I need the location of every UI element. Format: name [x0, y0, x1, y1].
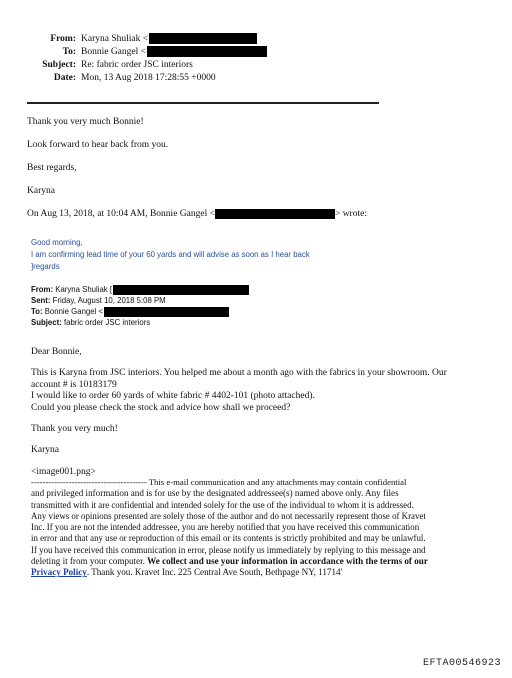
subject-label: Subject:	[42, 60, 76, 70]
from-value: Karyna Shuliak <	[81, 33, 257, 46]
body-line: I would like to order 60 yards of white fabric # 4402-101 (photo attached).	[31, 391, 315, 401]
body-line: This is Karyna from JSC interiors. You helped me about a month ago with the fabrics in your showroom. Our	[31, 368, 447, 378]
date-label: Date:	[53, 73, 76, 83]
forwarded-sent: Sent: Friday, August 10, 2018 5:08 PM	[31, 296, 166, 305]
reply-line: Thank you very much Bonnie!	[27, 117, 144, 127]
greeting: Dear Bonnie,	[31, 347, 82, 357]
privacy-policy-link[interactable]: Privacy Policy	[31, 567, 87, 578]
reply-line: Look forward to hear back from you.	[27, 140, 169, 150]
date-value: Mon, 13 Aug 2018 17:28:55 +0000	[81, 73, 216, 83]
signature: Karyna	[31, 445, 59, 455]
disclaimer-line: in error and that any use or reproduction of this email or its contents is strictly prohibited and may be unlawful.	[31, 533, 426, 544]
forwarded-subject: Subject: fabric order JSC interiors	[31, 318, 151, 327]
header-divider	[27, 102, 379, 104]
disclaimer-line: transmitted with it are confidential and intended solely for the use of the individual to whom it is addressed.	[31, 499, 414, 510]
wrote-line: On Aug 13, 2018, at 10:04 AM, Bonnie Gangel < > wrote:	[27, 209, 367, 219]
redaction-bar	[113, 285, 249, 295]
disclaimer-line: Inc. If you are not the intended addressee, you are hereby notified that you have received this communication	[31, 522, 420, 533]
attachment-placeholder: <image001.png>	[31, 467, 96, 477]
redaction-bar	[215, 209, 335, 219]
redaction-bar	[149, 33, 257, 44]
disclaimer-line: ---------------------------------------- This e-mail communication and any attachments may contain confidential	[31, 477, 407, 487]
forwarded-from: From: Karyna Shuliak [	[31, 285, 249, 296]
to-label: To:	[62, 47, 76, 57]
disclaimer	[31, 477, 491, 579]
disclaimer-line: and privileged information and is for use by the designated addressee(s) named above only. Any files	[31, 488, 399, 499]
from-label: From:	[50, 34, 76, 44]
redaction-bar	[147, 46, 267, 57]
quoted-line: ]regards	[31, 262, 60, 271]
quoted-line: I am confirming lead time of your 60 yards and will advise as soon as I hear back	[31, 250, 310, 259]
body-line: Could you please check the stock and advice how shall we proceed?	[31, 402, 291, 413]
to-value: Bonnie Gangel <	[81, 46, 267, 59]
reply-line: Best regards,	[27, 163, 77, 173]
reply-signature: Karyna	[27, 186, 55, 196]
quoted-line: Good morning,	[31, 238, 83, 247]
redaction-bar	[104, 307, 229, 317]
subject-value: Re: fabric order JSC interiors	[81, 60, 193, 70]
disclaimer-line: If you have received this communication in error, please notify us immediately by replying to this message and	[31, 544, 426, 555]
bates-number: EFTA00546923	[423, 658, 502, 669]
thanks-line: Thank you very much!	[31, 424, 118, 434]
disclaimer-line: deleting it from your computer. We collect and use your information in accordance with the terms of our	[31, 556, 428, 567]
forwarded-to: To: Bonnie Gangel <	[31, 307, 229, 318]
body-line: account # is 10183179	[31, 379, 117, 390]
disclaimer-line: Any views or opinions presented are solely those of the author and do not necessarily represent those of Kravet	[31, 510, 426, 521]
email-header	[0, 33, 512, 93]
disclaimer-line: Privacy Policy. Thank you. Kravet Inc. 225 Central Ave South, Bethpage NY, 11714'	[31, 567, 343, 578]
